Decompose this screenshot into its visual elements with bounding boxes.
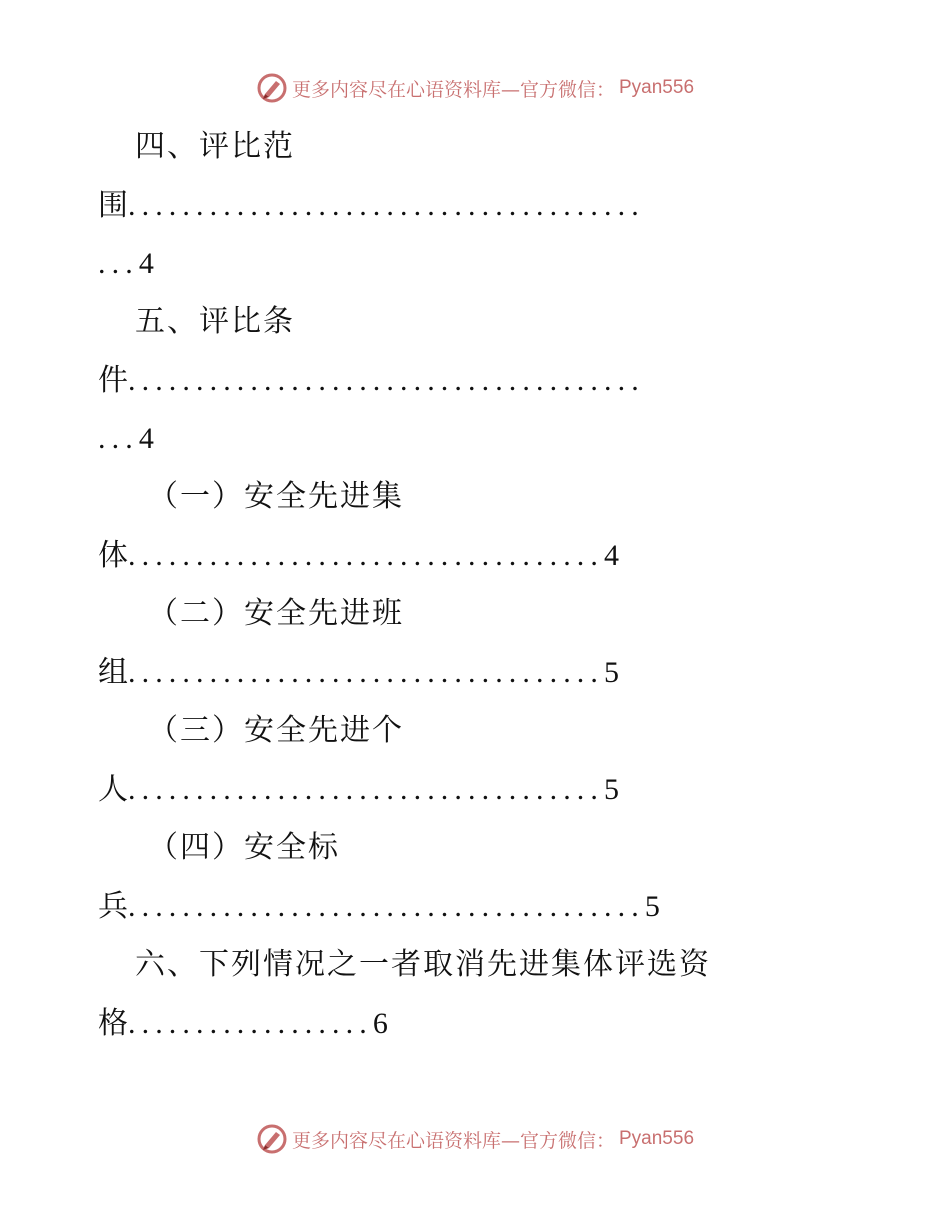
toc-cont-4: 组: [98, 655, 128, 690]
toc-title-7: 六、下列情况之一者取消先进集体评选资: [135, 947, 711, 982]
toc-page-4: 5: [604, 656, 619, 689]
toc-dots-1b: ...: [98, 247, 139, 280]
toc-leader-1: [98, 186, 645, 226]
toc-cont-3: 体: [98, 538, 128, 573]
pen-logo-icon: [256, 1123, 288, 1155]
toc-title-2: 五、评比条: [135, 304, 295, 339]
toc-title-3: （一）安全先进集: [148, 479, 404, 514]
toc-leader-6: [98, 887, 660, 927]
toc-page-2: 4: [138, 422, 154, 455]
toc-leader-4: [98, 653, 619, 693]
toc-cont-5: 人: [98, 772, 128, 807]
toc-page-1: 4: [138, 247, 154, 280]
toc-dots-7: ..................: [128, 1007, 373, 1040]
toc-title-1: 四、评比范: [135, 129, 295, 164]
banner-wechat-id: Pyan556: [619, 77, 695, 98]
toc-page-3: 4: [604, 539, 619, 572]
toc-leader-7: [98, 1004, 388, 1044]
toc-leader-1b: [98, 244, 154, 284]
banner-text: 更多内容尽在心语资料库—官方微信：: [291, 78, 615, 101]
toc-leader-3: [98, 536, 619, 576]
toc-page-7: 6: [372, 1007, 388, 1040]
footer-banner: [0, 1123, 950, 1155]
toc-cont-2: 件: [98, 363, 128, 398]
pen-logo-icon: [256, 72, 288, 104]
toc-leader-5: [98, 770, 619, 810]
toc-dots-4: ...................................: [128, 656, 604, 689]
toc-cont-7: 格: [98, 1006, 128, 1041]
toc-page-5: 5: [604, 773, 619, 806]
toc-dots-1: ......................................: [128, 189, 645, 222]
header-banner: [0, 72, 950, 104]
toc-dots-2b: ...: [98, 422, 139, 455]
banner-text: 更多内容尽在心语资料库—官方微信：: [291, 1129, 615, 1152]
toc-dots-5: ...................................: [128, 773, 604, 806]
toc-title-6: （四）安全标: [148, 830, 340, 865]
toc-dots-6: ......................................: [128, 890, 645, 923]
toc-page-6: 5: [644, 890, 660, 923]
banner-wechat-id: Pyan556: [619, 1128, 695, 1149]
toc-cont-6: 兵: [98, 889, 128, 924]
toc-leader-2b: [98, 419, 154, 459]
toc-dots-2: ......................................: [128, 364, 645, 397]
toc-title-5: （三）安全先进个: [148, 713, 404, 748]
toc-dots-3: ...................................: [128, 539, 604, 572]
toc-title-4: （二）安全先进班: [148, 596, 404, 631]
toc-leader-2: [98, 361, 645, 401]
toc-cont-1: 围: [98, 188, 128, 223]
